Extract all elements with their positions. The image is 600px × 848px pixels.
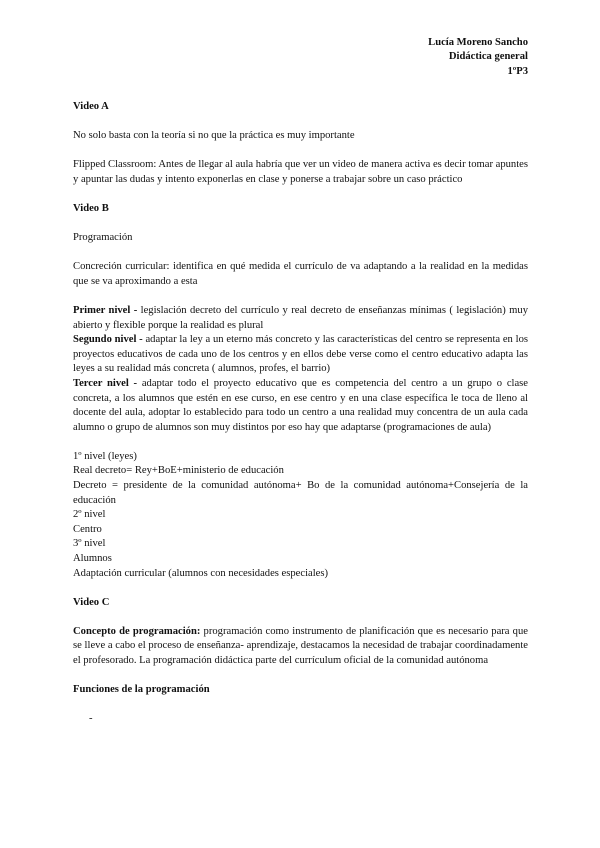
nivel-line: Decreto = presidente de la comunidad autónoma+ Bo de la comunidad autónoma+Consejería de la educación xyxy=(73,480,528,506)
bullet-item: - xyxy=(89,713,93,725)
group-code: 1ºP3 xyxy=(507,65,528,77)
nivel-line: 2º nivel xyxy=(73,509,106,521)
video-c-heading: Video C xyxy=(73,596,110,608)
funciones-heading: Funciones de la programación xyxy=(73,684,210,696)
segundo-nivel-text: adaptar la ley a un eterno más concreto y las características del centro se representa en los proyectos educativos de cada uno de los centros y en ellos debe verse como el centro educativo adapta las leyes a su realidad más concreta ( alumnos, profes, el barrio) xyxy=(73,334,528,375)
nivel-line: 3º nivel xyxy=(73,538,106,550)
tercer-nivel-paragraph xyxy=(73,377,528,435)
primer-nivel-label: Primer nivel - xyxy=(73,304,138,316)
document-header xyxy=(73,36,528,79)
concepto-paragraph xyxy=(73,625,528,669)
concepto-text: programación como instrumento de planificación que es necesario para que se lleve a cabo el proceso de enseñanza- aprendizaje, destacamos la necesidad de trabajar coordinadamente el profesorado. La programación didáctica parte del currículum oficial de la comunidad autónoma xyxy=(73,625,528,666)
primer-nivel-paragraph xyxy=(73,304,528,333)
primer-nivel-text: legislación decreto del currículo y real decreto de enseñanzas mínimas ( legislación) muy abierto y flexible porque la realidad es plural xyxy=(73,304,528,331)
author-name: Lucía Moreno Sancho xyxy=(428,37,528,48)
video-a-paragraph-2: Flipped Classroom: Antes de llegar al aula habría que ver un video de manera activa es decir tomar apuntes y apuntar las dudas y intento exponerlas en clase y ponerse a trabajar sobre un caso práctico xyxy=(73,159,528,185)
document-page xyxy=(73,36,528,727)
segundo-nivel-paragraph xyxy=(73,333,528,377)
video-a-paragraph-1: No solo basta con la teoría si no que la práctica es muy importante xyxy=(73,130,355,142)
nivel-line: 1º nivel (leyes) xyxy=(73,450,137,462)
subject-name: Didáctica general xyxy=(448,51,528,63)
tercer-nivel-label: Tercer nivel - xyxy=(73,377,138,389)
segundo-nivel-label: Segundo nivel - xyxy=(73,334,143,346)
programacion-label: Programación xyxy=(73,232,133,244)
concepto-label: Concepto de programación: xyxy=(73,625,201,637)
video-a-heading: Video A xyxy=(73,101,109,113)
tercer-nivel-text: adaptar todo el proyecto educativo que es competencia del centro a un grupo o clase concreta, a los alumnos que estén en ese curso, en ese centro y en una clase específica le toca de lleno al docente del aula, adoptar lo establecido para todo un centro a una realidad muy concentra de un aula cada alumno o grupo de alumnos son muy distintos por eso hay que adaptarse (programaciones de aula) xyxy=(73,377,528,433)
concrecion-paragraph: Concreción curricular: identifica en qué medida el currículo de va adaptando a la realidad en la medidas que se va aproximando a esta xyxy=(73,261,528,287)
nivel-line: Centro xyxy=(73,523,102,535)
nivel-line: Real decreto= Rey+BoE+ministerio de educación xyxy=(73,465,284,477)
nivel-line: Alumnos xyxy=(73,552,112,564)
nivel-line: Adaptación curricular (alumnos con necesidades especiales) xyxy=(73,567,329,579)
video-b-heading: Video B xyxy=(73,203,109,215)
